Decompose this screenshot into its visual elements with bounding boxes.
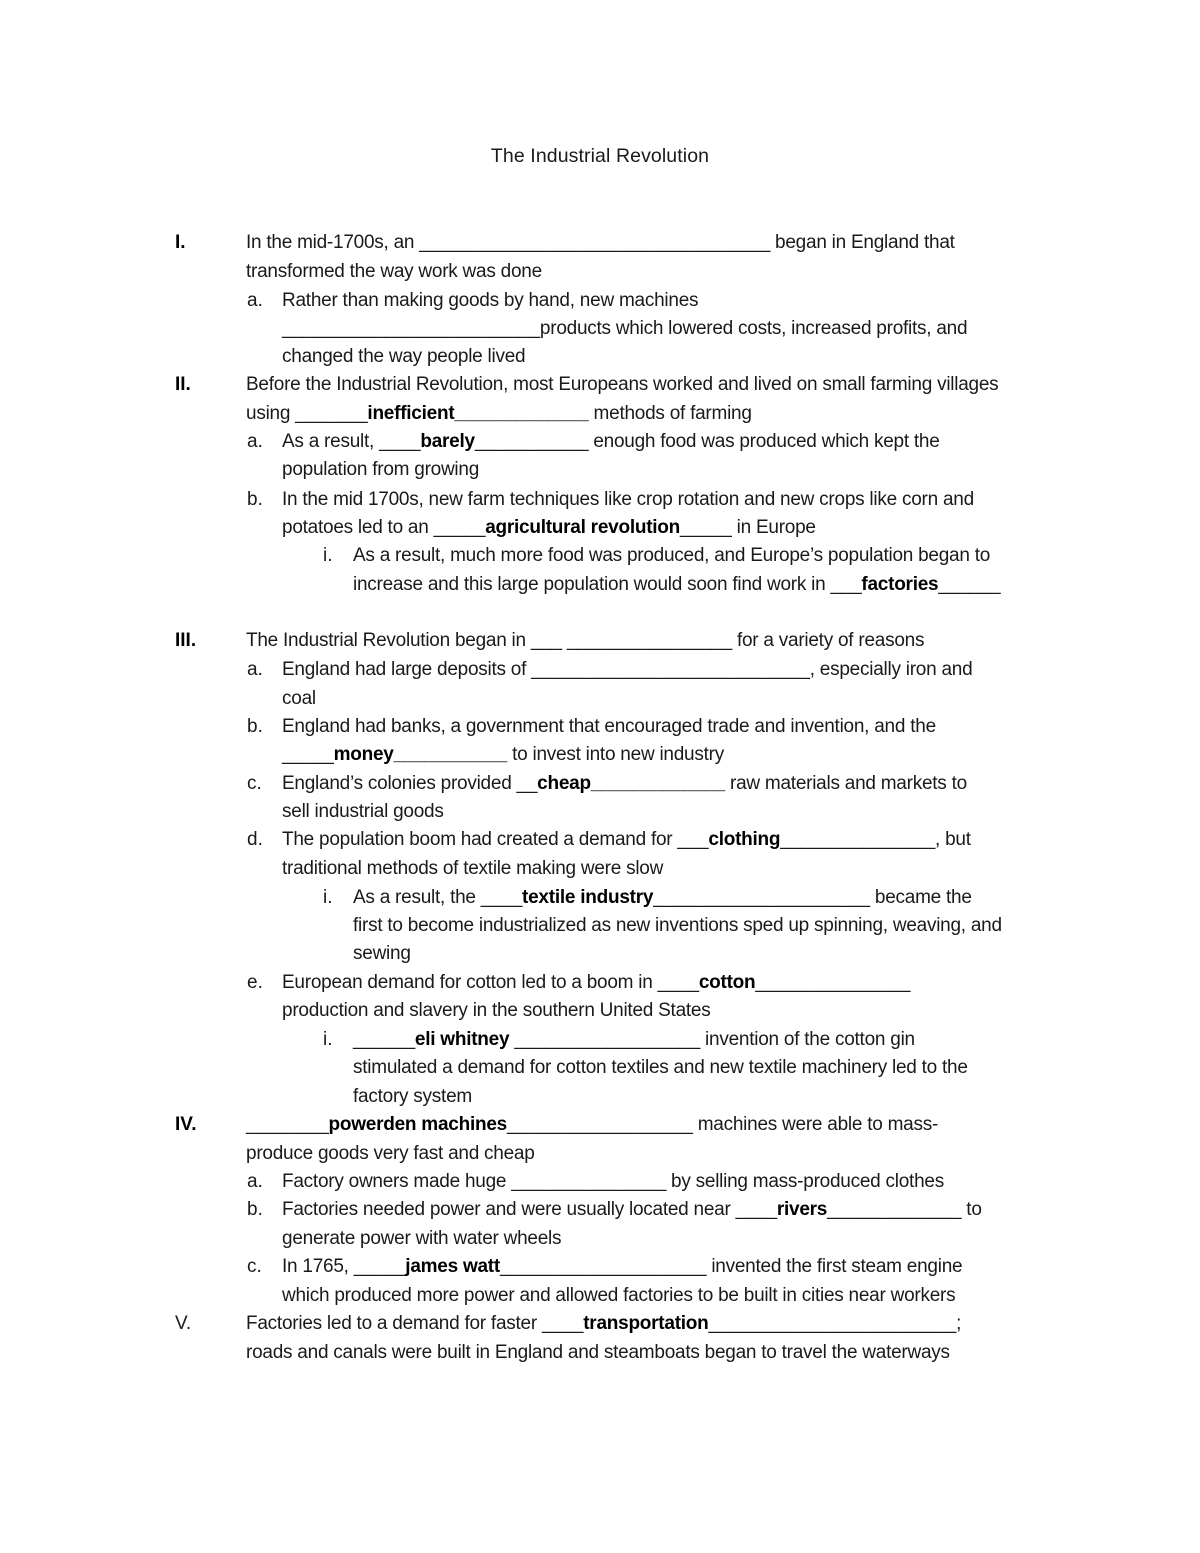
answer-text: james watt <box>405 1256 500 1277</box>
worksheet-line <box>282 288 698 314</box>
answer-text: powerden machines <box>328 1114 507 1135</box>
line-text: ___________ enough food was produced which kept the <box>474 431 940 452</box>
worksheet-line <box>246 259 542 285</box>
worksheet-line <box>353 1084 472 1110</box>
worksheet-line <box>246 1311 961 1337</box>
line-text: _______________, but <box>780 829 971 850</box>
line-text: sell industrial goods <box>282 801 444 822</box>
worksheet-line <box>282 970 910 996</box>
roman-marker-ii: II. <box>175 374 191 395</box>
answer-text: rivers <box>776 1199 828 1220</box>
answer-text: money___________ <box>333 744 508 765</box>
worksheet-line <box>282 827 971 853</box>
line-text: Before the Industrial Revolution, most Europeans worked and lived on small farming villages <box>246 374 999 395</box>
line-text: __________________ invention of the cotton gin <box>509 1029 915 1050</box>
worksheet-line <box>246 1141 535 1167</box>
line-text: _____________ to <box>827 1199 982 1220</box>
worksheet-line <box>353 543 990 569</box>
alpha-marker-a: a. <box>247 290 263 311</box>
line-text: ______ <box>938 574 1001 595</box>
answer-text: clothing <box>708 829 781 850</box>
worksheet-line <box>246 230 955 256</box>
line-text: increase and this large population would soon find work in ___ <box>353 574 862 595</box>
worksheet-line <box>282 457 479 483</box>
line-text: _____________________ became the <box>653 887 972 908</box>
line-text: ________ <box>246 1114 329 1135</box>
line-text: factory system <box>353 1086 472 1107</box>
line-text: sewing <box>353 943 411 964</box>
line-text: _____ in Europe <box>680 517 816 538</box>
roman-marker-iv: IV. <box>175 1114 197 1135</box>
line-text: As a result, much more food was produced, and Europe’s population began to <box>353 545 991 566</box>
line-text: In the mid 1700s, new farm techniques like crop rotation and new crops like corn and <box>282 489 974 510</box>
worksheet-line <box>282 1197 982 1223</box>
line-text: England’s colonies provided __ <box>282 773 538 794</box>
worksheet-line <box>282 714 936 740</box>
line-text: _________________________products which lowered costs, increased profits, and <box>282 318 968 339</box>
alpha-marker-e: e. <box>247 972 263 993</box>
line-text: In the mid-1700s, an __________________________________ began in England that <box>246 232 955 253</box>
roman-marker-iii: III. <box>175 630 197 651</box>
worksheet-line <box>282 316 967 342</box>
worksheet-line <box>353 885 972 911</box>
line-text: ____________________ invented the first steam engine <box>499 1256 963 1277</box>
worksheet-line <box>282 515 816 541</box>
worksheet-line <box>282 429 940 455</box>
line-text: _______________ <box>755 972 911 993</box>
worksheet-line <box>353 913 1002 939</box>
worksheet-line <box>282 1283 955 1309</box>
alpha-marker-c: c. <box>247 1256 262 1277</box>
worksheet-line <box>353 572 1000 598</box>
line-text: first to become industrialized as new inventions sped up spinning, weaving, and <box>353 915 1002 936</box>
worksheet-line <box>282 487 974 513</box>
line-text: changed the way people lived <box>282 346 526 367</box>
line-text: traditional methods of textile making were slow <box>282 858 664 879</box>
line-text: As a result, the ____ <box>353 887 523 908</box>
answer-text: factories <box>861 574 939 595</box>
alpha-marker-b: b. <box>247 1199 263 1220</box>
line-text: coal <box>282 688 316 709</box>
alpha-marker-b: b. <box>247 489 263 510</box>
worksheet-line <box>282 686 316 712</box>
worksheet-line <box>246 372 998 398</box>
roman-marker-v: V. <box>175 1313 192 1334</box>
alpha-marker-a: a. <box>247 431 263 452</box>
worksheet-line <box>282 771 967 797</box>
worksheet-line <box>282 742 724 768</box>
sub-marker-i: i. <box>323 1029 333 1050</box>
alpha-marker-d: d. <box>247 829 263 850</box>
line-text: transformed the way work was done <box>246 261 542 282</box>
sub-marker-i: i. <box>323 545 333 566</box>
worksheet-line <box>282 1254 962 1280</box>
worksheet-line <box>246 401 752 427</box>
line-text: potatoes led to an _____ <box>282 517 486 538</box>
alpha-marker-b: b. <box>247 716 263 737</box>
line-text: _____ <box>282 744 334 765</box>
line-text: The Industrial Revolution began in ___ ________________ for a variety of reasons <box>246 630 925 651</box>
line-text: ________________________; <box>708 1313 962 1334</box>
worksheet-line <box>353 941 411 967</box>
answer-text: eli whitney <box>414 1029 510 1050</box>
answer-text: textile industry <box>522 887 654 908</box>
line-text: England had banks, a government that encouraged trade and invention, and the <box>282 716 936 737</box>
line-text: stimulated a demand for cotton textiles and new textile machinery led to the <box>353 1057 968 1078</box>
worksheet-line <box>246 628 924 654</box>
line-text: __________________ machines were able to mass- <box>506 1114 939 1135</box>
line-text: The population boom had created a demand for ___ <box>282 829 709 850</box>
line-text: methods of farming <box>588 403 752 424</box>
worksheet-line <box>282 1226 561 1252</box>
line-text: using _______ <box>246 403 368 424</box>
answer-text: cheap_____________ <box>537 773 725 794</box>
worksheet-line <box>282 998 711 1024</box>
sub-marker-i: i. <box>323 887 333 908</box>
line-text: raw materials and markets to <box>724 773 967 794</box>
worksheet-line <box>282 657 972 683</box>
line-text: Factories led to a demand for faster ____ <box>246 1313 584 1334</box>
line-text: population from growing <box>282 459 480 480</box>
page-title: The Industrial Revolution <box>490 145 710 167</box>
line-text: As a result, ____ <box>282 431 421 452</box>
answer-text: cotton <box>698 972 756 993</box>
worksheet-line <box>282 1169 944 1195</box>
line-text: England had large deposits of ___________________________, especially iron and <box>282 659 973 680</box>
worksheet-line <box>282 344 525 370</box>
alpha-marker-c: c. <box>247 773 262 794</box>
line-text: In 1765, _____ <box>282 1256 406 1277</box>
line-text: Factory owners made huge _______________ by selling mass-produced clothes <box>282 1171 944 1192</box>
line-text: generate power with water wheels <box>282 1228 562 1249</box>
answer-text: agricultural revolution <box>485 517 681 538</box>
line-text: produce goods very fast and cheap <box>246 1143 535 1164</box>
line-text: Factories needed power and were usually located near ____ <box>282 1199 777 1220</box>
worksheet-line <box>353 1055 968 1081</box>
worksheet-line <box>246 1112 938 1138</box>
answer-text: barely <box>420 431 475 452</box>
line-text: Rather than making goods by hand, new machines <box>282 290 699 311</box>
line-text: European demand for cotton led to a boom in ____ <box>282 972 699 993</box>
worksheet-line <box>353 1027 915 1053</box>
line-text: to invest into new industry <box>507 744 724 765</box>
alpha-marker-a: a. <box>247 659 263 680</box>
worksheet-line <box>246 1340 950 1366</box>
answer-text: inefficient_____________ <box>367 403 589 424</box>
line-text: roads and canals were built in England and steamboats began to travel the waterways <box>246 1342 950 1363</box>
worksheet-line <box>282 856 663 882</box>
alpha-marker-a: a. <box>247 1171 263 1192</box>
line-text: production and slavery in the southern United States <box>282 1000 711 1021</box>
answer-text: transportation <box>583 1313 709 1334</box>
line-text: ______ <box>353 1029 415 1050</box>
roman-marker-i: I. <box>175 232 186 253</box>
line-text: which produced more power and allowed factories to be built in cities near workers <box>282 1285 956 1306</box>
worksheet-line <box>282 799 444 825</box>
